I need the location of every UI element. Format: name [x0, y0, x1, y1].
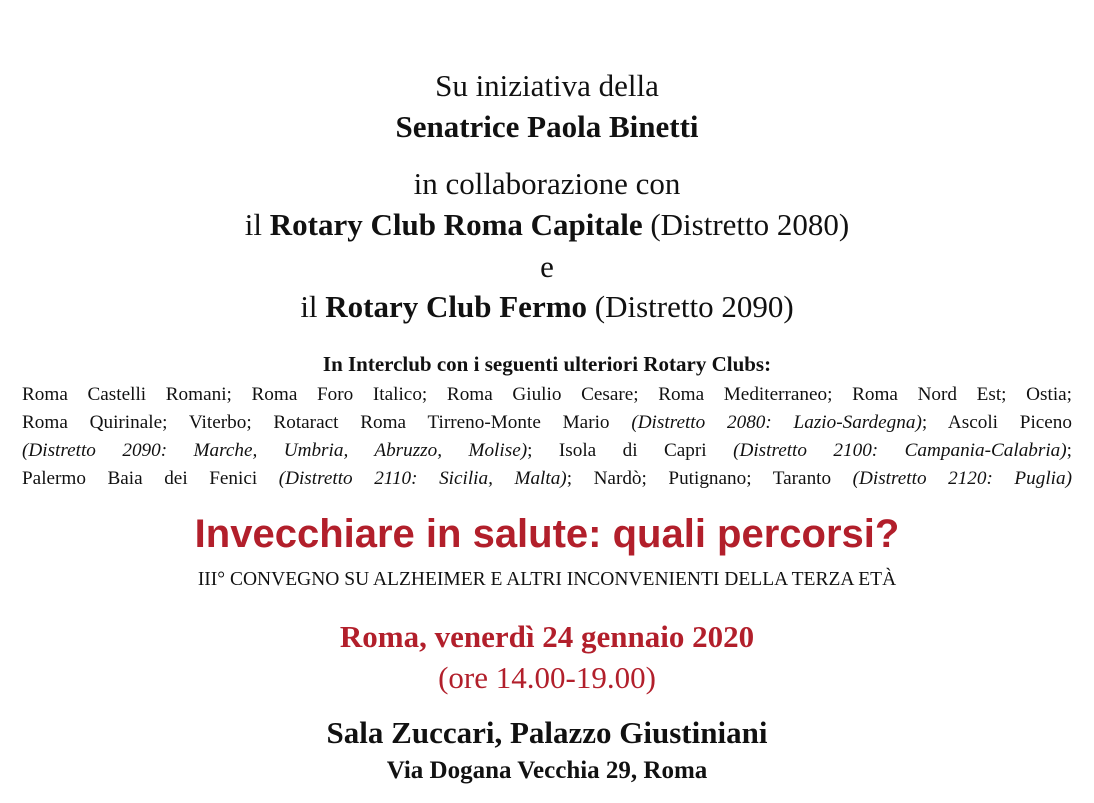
partner-club-1-prefix: il: [244, 207, 270, 242]
interclub-line-2-district: (Distretto 2080: Lazio-Sardegna): [631, 412, 922, 433]
interclub-line-2-tail: ; Ascoli Piceno: [921, 412, 1072, 433]
promoter-name: Senatrice Paola Binetti: [395, 109, 699, 144]
interclub-line-3-district-a: (Distretto 2090: Marche, Umbria, Abruzzo, Molise): [22, 440, 528, 461]
interclub-line-3: [22, 437, 1072, 465]
event-venue: Sala Zuccari, Palazzo Giustiniani: [326, 715, 768, 750]
event-subtitle: III° CONVEGNO SU ALZHEIMER E ALTRI INCONVENIENTI DELLA TERZA ETÀ: [197, 569, 897, 590]
collaboration-label: in collaborazione con: [413, 166, 681, 201]
interclub-line-1: [22, 381, 1072, 409]
partner-club-1-name: Rotary Club Roma Capitale: [269, 207, 643, 242]
partner-club-1: [0, 205, 1094, 245]
interclub-line-3-district-b: (Distretto 2100: Campania-Calabria): [733, 440, 1067, 461]
initiative-label: Su iniziativa della: [435, 68, 659, 103]
partner-club-1-district: (Distretto 2080): [642, 207, 850, 242]
interclub-line-4-district-b: (Distretto 2120: Puglia): [852, 468, 1072, 489]
interclub-line-1-text: Roma Castelli Romani; Roma Foro Italico; Roma Giulio Cesare; Roma Mediterraneo; Roma Nord Est; Ostia;: [22, 384, 1072, 405]
interclub-line-3-clubs: ; Isola di Capri: [527, 440, 734, 461]
partner-club-2: [0, 287, 1094, 327]
event-title: Invecchiare in salute: quali percorsi?: [194, 512, 900, 556]
event-address: Via Dogana Vecchia 29, Roma: [386, 757, 708, 784]
partner-club-2-name: Rotary Club Fermo: [325, 289, 588, 324]
interclub-line-4: [22, 465, 1072, 493]
interclub-line-3-tail: ;: [1066, 440, 1073, 461]
partner-club-2-district: (Distretto 2090): [587, 289, 794, 324]
interclub-line-4-clubs-a: Palermo Baia dei Fenici: [22, 468, 279, 489]
interclub-line-2-clubs: Roma Quirinale; Viterbo; Rotaract Roma Tirreno-Monte Mario: [22, 412, 632, 433]
conjunction: e: [540, 249, 554, 284]
event-date: Roma, venerdì 24 gennaio 2020: [339, 619, 755, 654]
interclub-line-4-clubs-b: ; Nardò; Putignano; Taranto: [566, 468, 853, 489]
interclub-line-4-district-a: (Distretto 2110: Sicilia, Malta): [278, 468, 567, 489]
interclub-heading: In Interclub con i seguenti ulteriori Rotary Clubs:: [322, 352, 772, 376]
event-time: (ore 14.00-19.00): [438, 660, 656, 695]
partner-club-2-prefix: il: [300, 289, 326, 324]
interclub-line-2: [22, 409, 1072, 437]
interclub-list: [22, 381, 1072, 493]
